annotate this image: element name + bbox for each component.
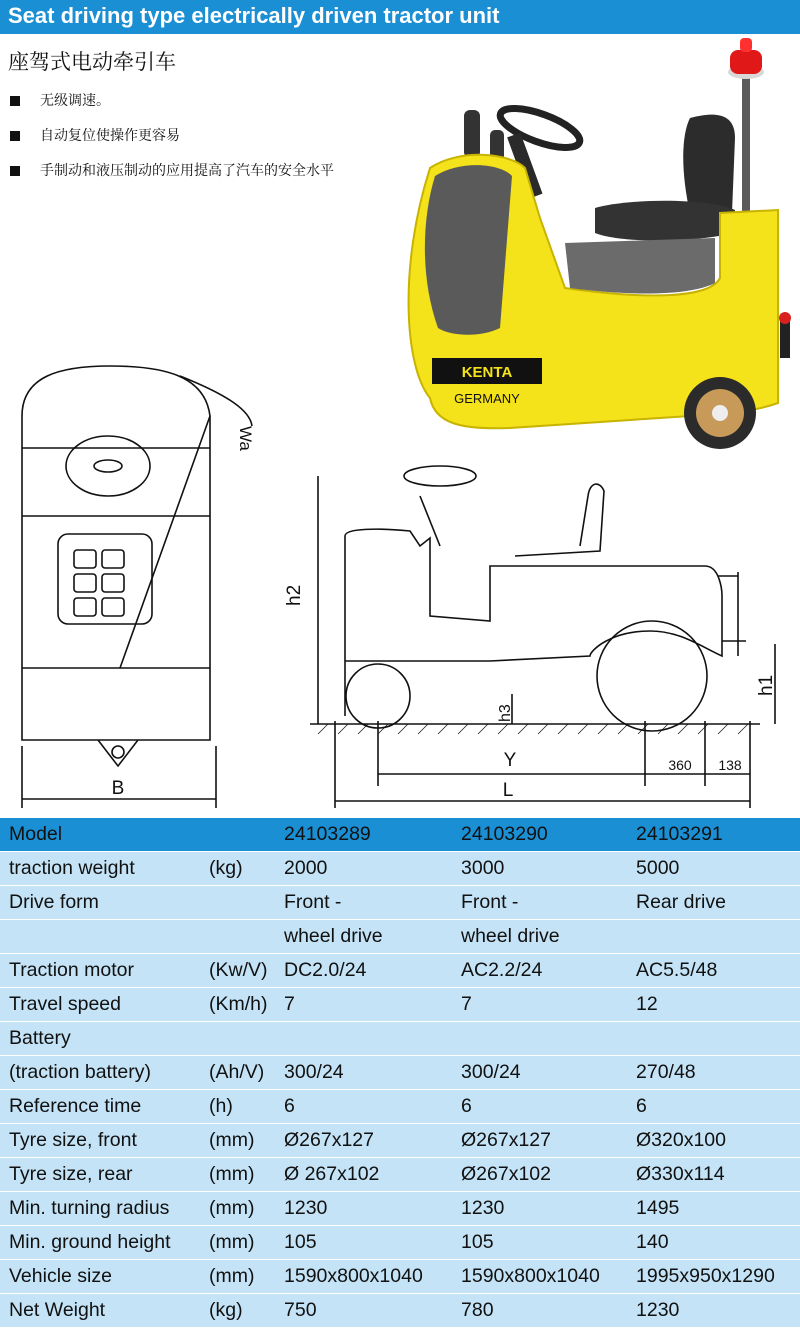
- dim-label-138: 138: [718, 757, 742, 773]
- spec-table: [0, 818, 800, 1328]
- table-row: (traction battery) (Ah/V) 300/24 300/24 270/48: [0, 1056, 800, 1090]
- dim-label-h2: h2: [284, 584, 305, 606]
- table-row: Min. ground height (mm) 105 105 140: [0, 1226, 800, 1260]
- page-title: Seat driving type electrically driven tractor unit: [8, 3, 500, 28]
- dim-label-B: B: [111, 778, 125, 799]
- bullet-square-icon: [10, 166, 20, 176]
- table-row: Battery: [0, 1022, 800, 1056]
- svg-text:GERMANY: GERMANY: [454, 391, 520, 406]
- table-header-row: Model 24103289 24103290 24103291: [0, 818, 800, 852]
- table-row: traction weight (kg) 2000 3000 5000: [0, 852, 800, 886]
- table-row: Net Weight (kg) 750 780 1230: [0, 1294, 800, 1328]
- bullet-square-icon: [10, 96, 20, 106]
- table-row: Travel speed (Km/h) 7 7 12: [0, 988, 800, 1022]
- table-row: wheel drive wheel drive: [0, 920, 800, 954]
- seat-icon: [595, 115, 735, 241]
- table-row: Tyre size, rear (mm) Ø 267x102 Ø267x102 Ø330x114: [0, 1158, 800, 1192]
- dim-label-h1: h1: [756, 674, 777, 696]
- page-subtitle: 座驾式电动牵引车: [8, 50, 176, 74]
- technical-drawing: [0, 356, 800, 818]
- table-row: Tyre size, front (mm) Ø267x127 Ø267x127 Ø320x100: [0, 1124, 800, 1158]
- feature-item: 自动复位使操作更容易: [8, 123, 334, 158]
- dim-label-h3: h3: [497, 704, 514, 722]
- title-bar: [0, 0, 800, 34]
- feature-item: 手制动和液压制动的应用提高了汽车的安全水平: [8, 158, 334, 193]
- feature-item: 无级调速。: [8, 88, 334, 123]
- table-row: Drive form Front - Front - Rear drive: [0, 886, 800, 920]
- table-row: Reference time (h) 6 6 6: [0, 1090, 800, 1124]
- dim-label-Y: Y: [503, 750, 517, 771]
- dim-label-360: 360: [668, 757, 692, 773]
- table-row: Vehicle size (mm) 1590x800x1040 1590x800x1040 1995x950x1290: [0, 1260, 800, 1294]
- table-row: Traction motor (Kw/V) DC2.0/24 AC2.2/24 AC5.5/48: [0, 954, 800, 988]
- dim-label-L: L: [502, 780, 514, 801]
- bullet-square-icon: [10, 131, 20, 141]
- beacon-light-icon: [728, 38, 764, 214]
- dim-label-Wa: Wa: [236, 426, 255, 451]
- svg-text:KENTA: KENTA: [461, 364, 513, 381]
- table-row: Min. turning radius (mm) 1230 1230 1495: [0, 1192, 800, 1226]
- feature-list: [8, 88, 334, 193]
